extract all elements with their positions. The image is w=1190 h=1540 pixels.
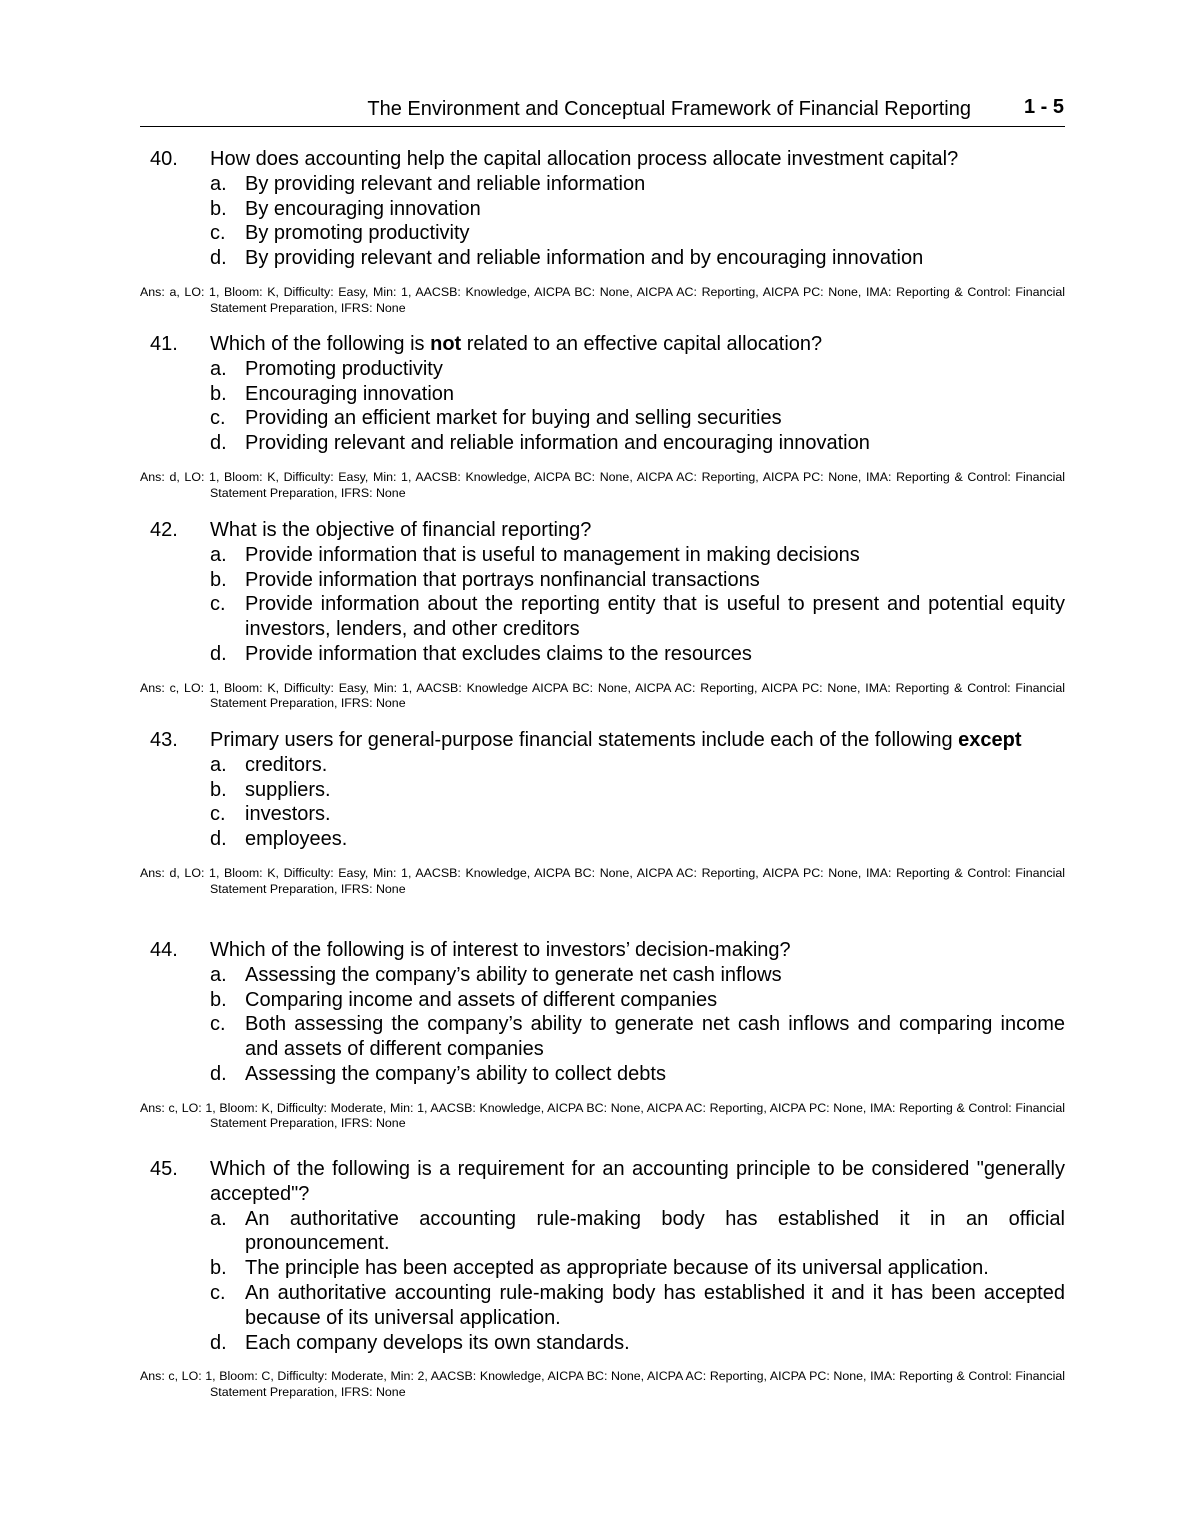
question-stem	[140, 147, 1065, 172]
question-text: What is the objective of financial reporting?	[210, 519, 592, 541]
option-d: d. Each company develops its own standards.	[210, 1331, 630, 1354]
question-text: Which of the following is not related to an effective capital allocation?	[210, 333, 823, 355]
option-a: a. Assessing the company’s ability to generate net cash inflows	[210, 963, 782, 986]
option-a: a. An authoritative accounting rule-making body has established it in an official pronouncement.	[210, 1207, 1065, 1255]
question-stem	[140, 1157, 1065, 1207]
question-number: 43.	[150, 729, 178, 751]
option-a: a. Provide information that is useful to management in making decisions	[210, 543, 860, 566]
answer-options	[210, 1207, 1065, 1356]
option-b: b. Encouraging innovation	[210, 382, 455, 405]
answer-key: Ans: c, LO: 1, Bloom: K, Difficulty: Easy, Min: 1, AACSB: Knowledge AICPA BC: None, AICPA AC: Reporting, AICPA PC: None, IMA: Reporting & Control: Financial Statement Preparation, IFRS: None	[140, 680, 1065, 711]
answer-key: Ans: d, LO: 1, Bloom: K, Difficulty: Easy, Min: 1, AACSB: Knowledge, AICPA BC: None, AICPA AC: Reporting, AICPA PC: None, IMA: Reporting & Control: Financial Statement Preparation, IFRS: None	[140, 469, 1065, 500]
question-43	[140, 728, 1065, 897]
question-text: Which of the following is of interest to investors’ decision-making?	[210, 939, 791, 961]
question-41	[140, 332, 1065, 501]
option-b: b. The principle has been accepted as appropriate because of its universal application.	[210, 1257, 989, 1280]
answer-options	[210, 543, 1065, 667]
question-number: 41.	[150, 333, 178, 355]
question-number: 45.	[150, 1158, 178, 1180]
page-number: 1 - 5	[1023, 96, 1064, 118]
answer-key: Ans: d, LO: 1, Bloom: K, Difficulty: Easy, Min: 1, AACSB: Knowledge, AICPA BC: None, AICPA AC: Reporting, AICPA PC: None, IMA: Reporting & Control: Financial Statement Preparation, IFRS: None	[140, 865, 1065, 896]
question-45	[140, 1157, 1065, 1401]
option-a: a. By providing relevant and reliable information	[210, 172, 646, 195]
option-c: c. Providing an efficient market for buying and selling securities	[210, 407, 782, 430]
question-text: Which of the following is a requirement for an accounting principle to be considered "generally accepted"?	[210, 1158, 1065, 1205]
question-text: Primary users for general-purpose financial statements include each of the following except	[210, 729, 1022, 751]
question-44	[140, 938, 1065, 1132]
option-c: c. Provide information about the reporting entity that is useful to present and potential equity investors, lenders, and other creditors	[210, 593, 1065, 641]
question-stem	[140, 332, 1065, 357]
option-d: d. employees.	[210, 828, 348, 851]
answer-options	[210, 357, 1065, 456]
question-stem	[140, 728, 1065, 753]
question-number: 42.	[150, 519, 178, 541]
question-text: How does accounting help the capital allocation process allocate investment capital?	[210, 148, 959, 170]
option-c: c. Both assessing the company’s ability to generate net cash inflows and comparing income and assets of different companies	[210, 1013, 1065, 1061]
option-d: d. Assessing the company’s ability to collect debts	[210, 1062, 666, 1085]
question-42	[140, 518, 1065, 712]
answer-key: Ans: c, LO: 1, Bloom: K, Difficulty: Moderate, Min: 1, AACSB: Knowledge, AICPA BC: None, AICPA AC: Reporting, AICPA PC: None, IMA: Reporting & Control: Financial Statement Preparation, IFRS: None	[140, 1100, 1065, 1131]
question-stem	[140, 938, 1065, 963]
option-b: b. suppliers.	[210, 778, 331, 801]
option-b: b. Comparing income and assets of different companies	[210, 988, 718, 1011]
answer-options	[210, 172, 1065, 271]
question-stem	[140, 518, 1065, 543]
option-c: c. By promoting productivity	[210, 222, 470, 245]
question-40	[140, 147, 1065, 316]
option-a: a. Promoting productivity	[210, 357, 443, 380]
question-number: 44.	[150, 939, 178, 961]
option-d: d. By providing relevant and reliable information and by encouraging innovation	[210, 247, 924, 270]
option-b: b. By encouraging innovation	[210, 197, 481, 220]
option-b: b. Provide information that portrays nonfinancial transactions	[210, 568, 760, 591]
question-number: 40.	[150, 148, 178, 170]
answer-options	[210, 753, 1065, 852]
answer-key: Ans: c, LO: 1, Bloom: C, Difficulty: Moderate, Min: 2, AACSB: Knowledge, AICPA BC: None, AICPA AC: Reporting, AICPA PC: None, IMA: Reporting & Control: Financial Statement Preparation, IFRS: None	[140, 1369, 1065, 1399]
page-header	[140, 96, 1065, 127]
answer-options	[210, 963, 1065, 1087]
option-c: c. An authoritative accounting rule-making body has established it and it has been accepted because of its universal application.	[210, 1281, 1065, 1329]
option-d: d. Providing relevant and reliable information and encouraging innovation	[210, 432, 870, 455]
chapter-title: The Environment and Conceptual Framework of Financial Reporting	[367, 98, 971, 120]
emphasis-text: except	[958, 729, 1022, 751]
option-a: a. creditors.	[210, 753, 328, 776]
option-d: d. Provide information that excludes claims to the resources	[210, 642, 752, 665]
emphasis-text: not	[430, 333, 462, 355]
answer-key: Ans: a, LO: 1, Bloom: K, Difficulty: Easy, Min: 1, AACSB: Knowledge, AICPA BC: None, AICPA AC: Reporting, AICPA PC: None, IMA: Reporting & Control: Financial Statement Preparation, IFRS: None	[140, 284, 1065, 315]
option-c: c. investors.	[210, 803, 331, 826]
